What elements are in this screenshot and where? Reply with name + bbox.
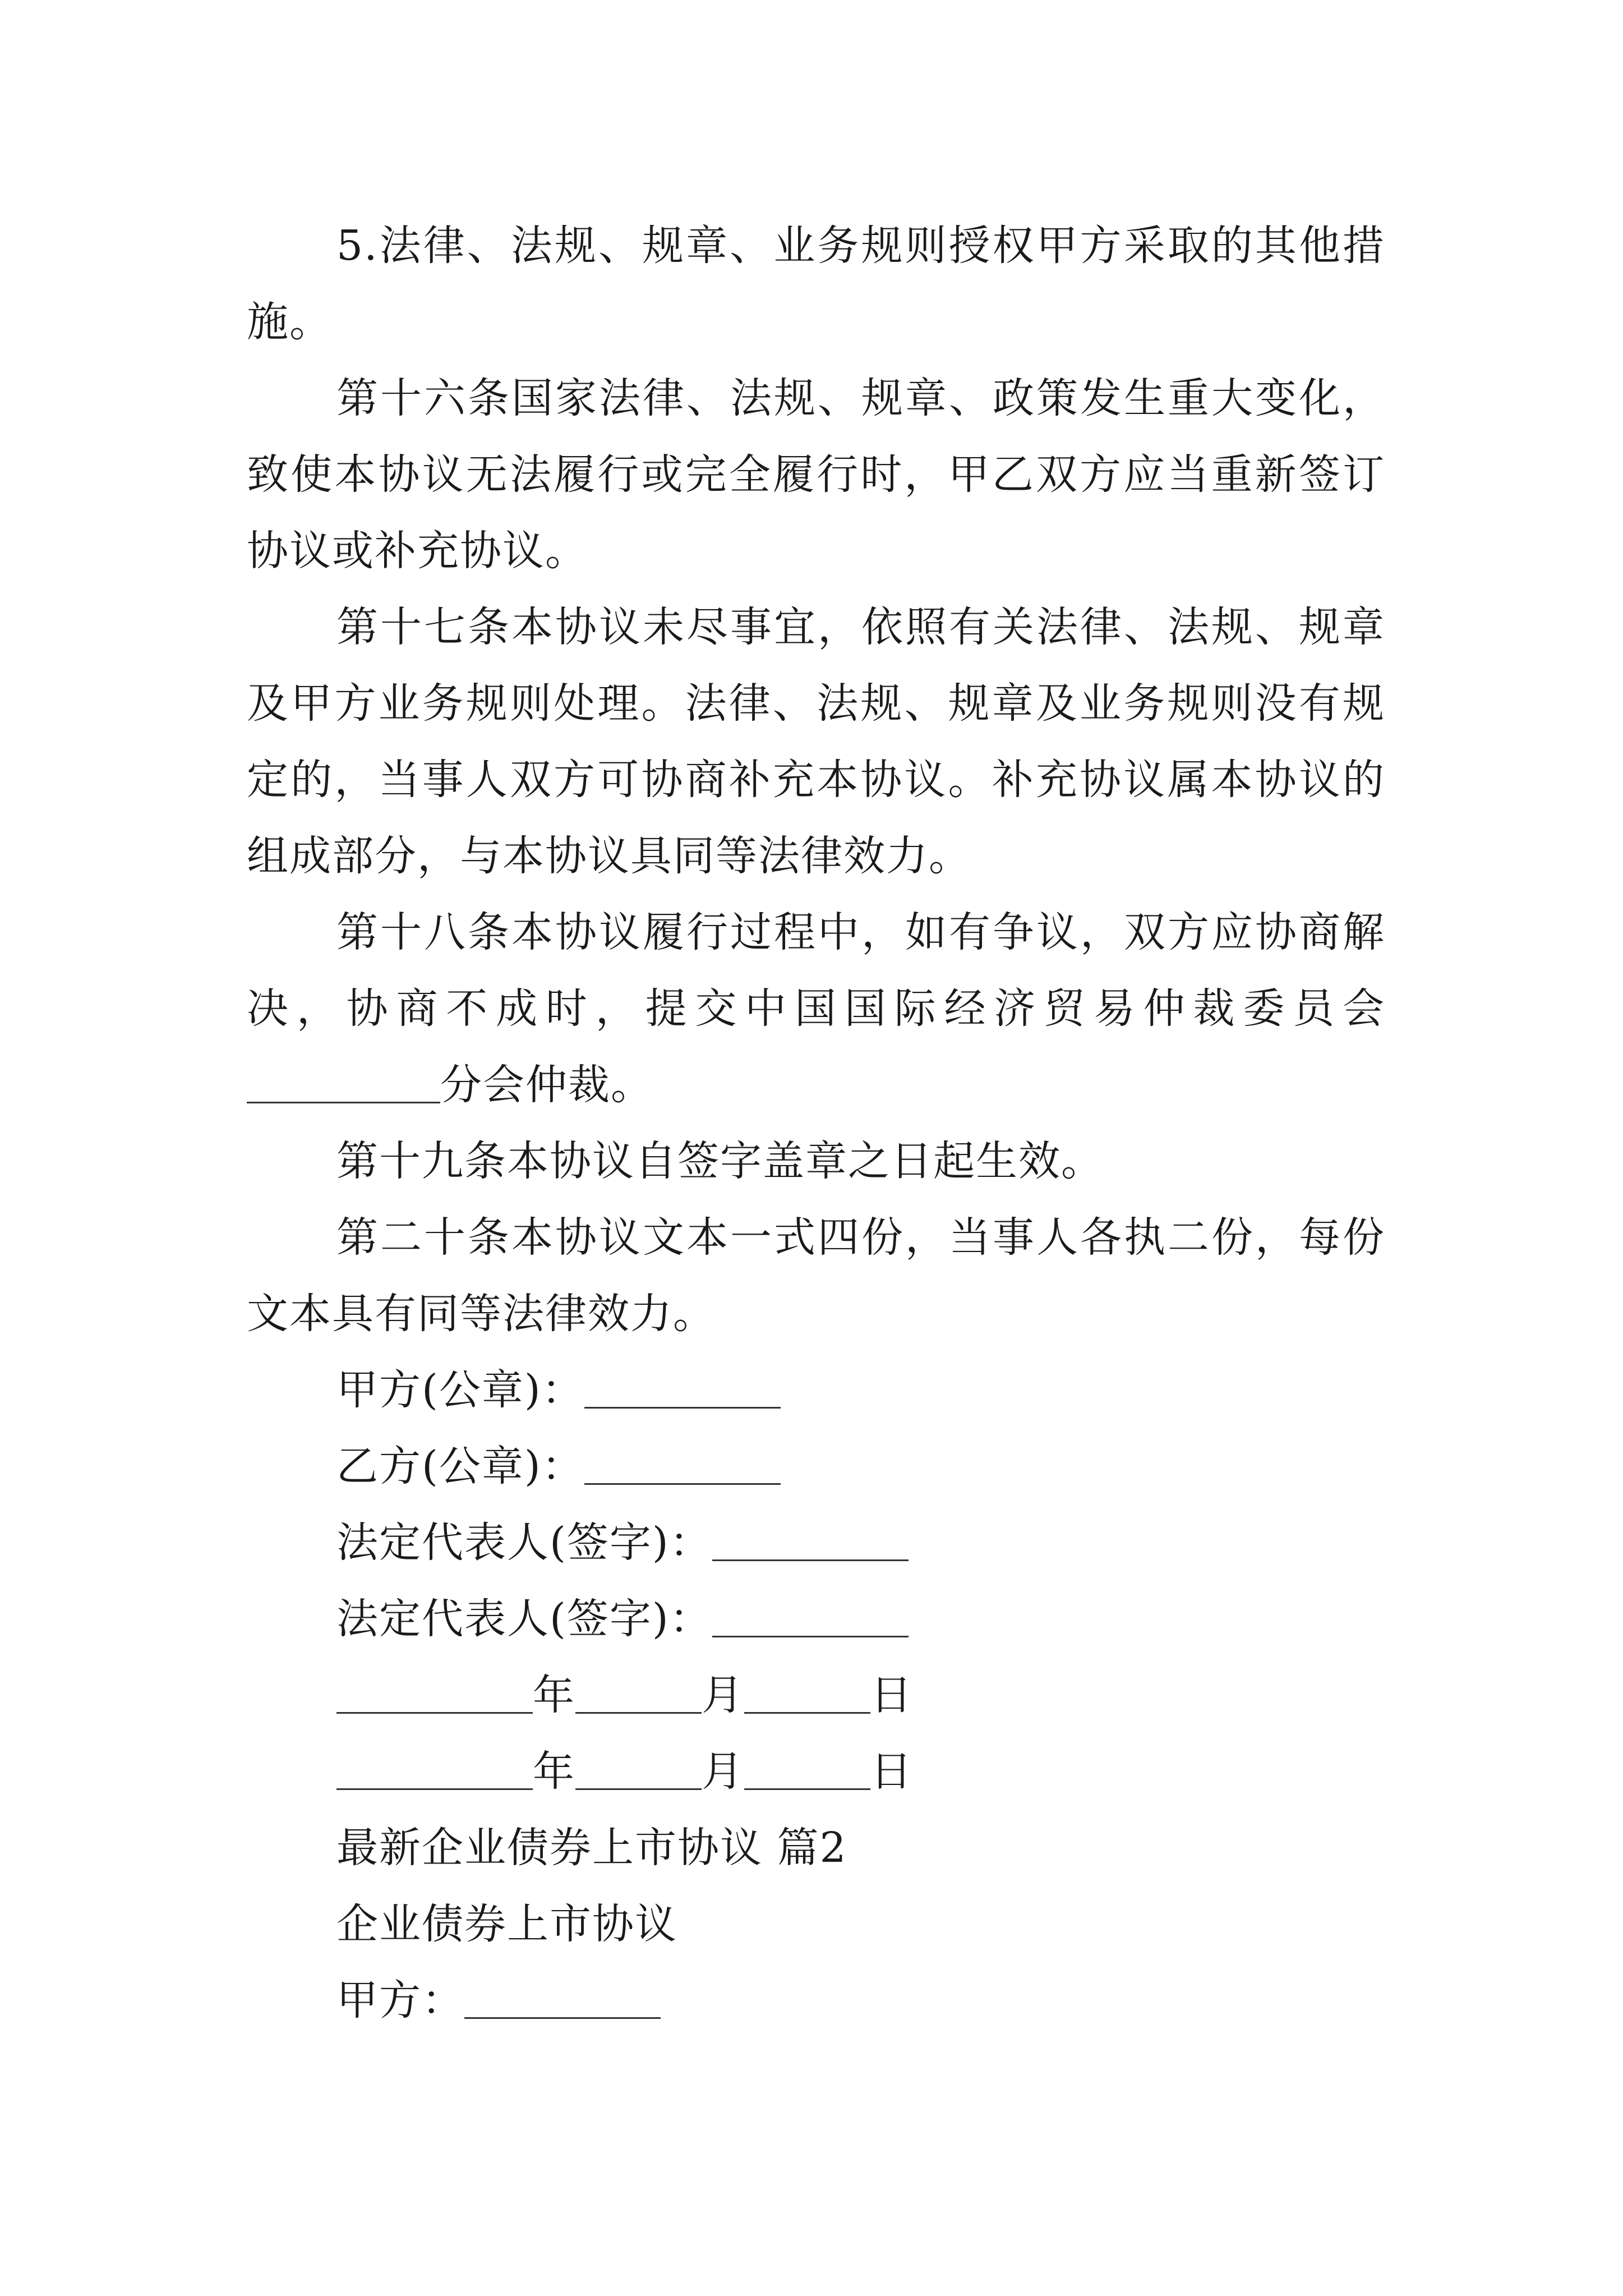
date-line-1 [247, 1657, 1385, 1733]
legal-rep-2-blank [712, 1594, 909, 1637]
agreement-title: 企业债券上市协议 [336, 1900, 677, 1948]
date-1-day-blank [744, 1671, 870, 1714]
party-b-seal-line [247, 1428, 1385, 1504]
next-party-a-blank [464, 1976, 661, 2019]
legal-rep-2-label: 法定代表人(签字)： [336, 1595, 712, 1643]
party-a-seal-label: 甲方(公章)： [336, 1366, 584, 1414]
date-2-month-blank [575, 1747, 702, 1790]
article-18-text: 第十八条本协议履行过程中，如有争议，双方应协商解决，协商不成时，提交中国国际经济贸易仲裁委员会 [247, 908, 1385, 1033]
date-1-year-blank [336, 1671, 533, 1714]
legal-rep-1-line [247, 1504, 1385, 1581]
date-1-year-label: 年 [533, 1671, 575, 1719]
article-17-paragraph: 第十七条本协议未尽事宜，依照有关法律、法规、规章及甲方业务规则处理。法律、法规、规章及业务规则没有规定的，当事人双方可协商补充本协议。补充协议属本协议的组成部分，与本协议具同等法律效力。 [247, 603, 1385, 880]
arbitration-branch-blank [247, 1060, 440, 1103]
date-1-month-label: 月 [702, 1671, 744, 1719]
date-1-day-label: 日 [870, 1671, 913, 1719]
article-18-suffix: 分会仲裁。 [440, 1061, 653, 1109]
date-2-day-label: 日 [870, 1747, 913, 1796]
article-16-paragraph: 第十六条国家法律、法规、规章、政策发生重大变化，致使本协议无法履行或完全履行时，甲乙双方应当重新签订协议或补充协议。 [247, 374, 1385, 575]
next-party-a-label: 甲方： [336, 1976, 464, 2024]
date-2-year-blank [336, 1747, 533, 1790]
date-line-2 [247, 1733, 1385, 1810]
date-2-month-label: 月 [702, 1747, 744, 1796]
party-b-seal-blank [584, 1442, 781, 1485]
party-b-seal-label: 乙方(公章)： [336, 1442, 584, 1490]
section-heading: 最新企业债券上市协议 篇2 [336, 1824, 847, 1872]
party-a-seal-blank [584, 1365, 781, 1409]
legal-rep-1-blank [712, 1518, 909, 1561]
party-a-seal-line [247, 1352, 1385, 1428]
date-2-year-label: 年 [533, 1747, 575, 1796]
article-18-paragraph [247, 894, 1385, 1123]
legal-rep-1-label: 法定代表人(签字)： [336, 1519, 712, 1567]
date-2-day-blank [744, 1747, 870, 1790]
date-1-month-blank [575, 1671, 702, 1714]
legal-rep-2-line [247, 1581, 1385, 1657]
article-19-paragraph: 第十九条本协议自签字盖章之日起生效。 [336, 1137, 1104, 1185]
article-20-paragraph: 第二十条本协议文本一式四份，当事人各执二份，每份文本具有同等法律效力。 [247, 1213, 1385, 1338]
clause-5-paragraph: 5.法律、法规、规章、业务规则授权甲方采取的其他措施。 [247, 222, 1385, 346]
document-body [247, 208, 1385, 2039]
next-party-a-line [247, 1962, 1385, 2039]
